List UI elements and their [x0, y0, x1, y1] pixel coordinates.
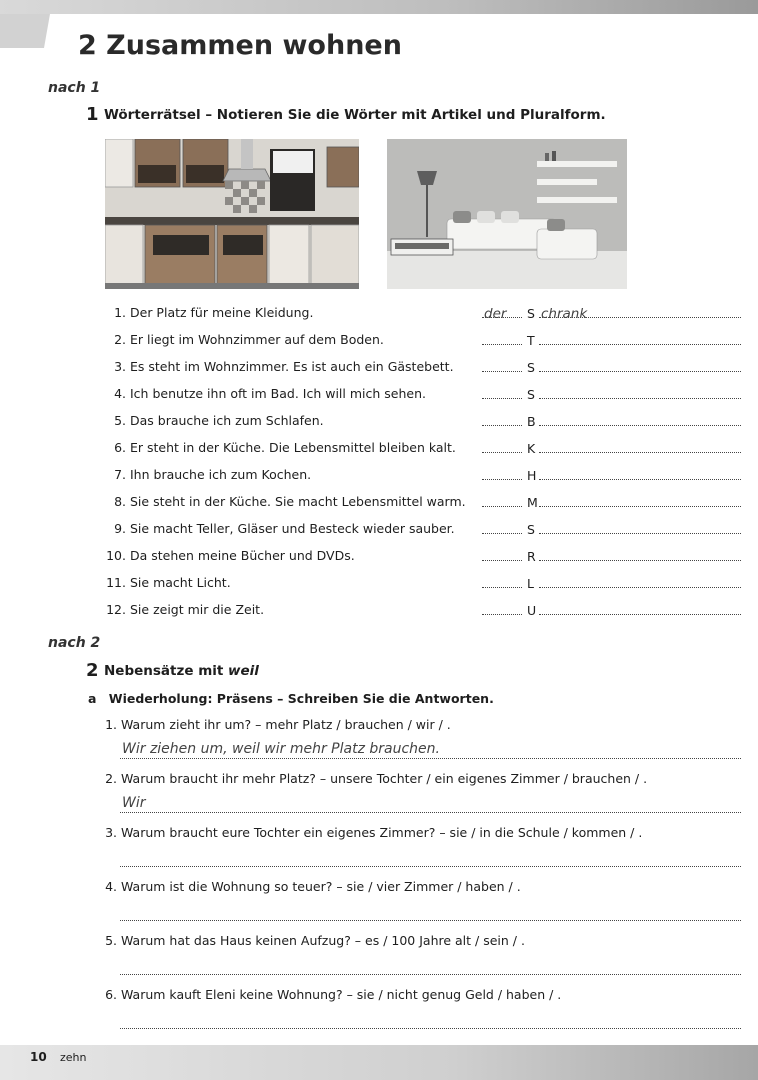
question-number: 4.	[105, 879, 117, 894]
item-clue: Sie macht Teller, Gläser und Besteck wieder sauber.	[130, 521, 455, 536]
start-letter: R	[527, 549, 536, 564]
item-number: 11.	[106, 575, 126, 590]
question-number: 6.	[105, 987, 117, 1002]
question-text: Warum zieht ihr um? – mehr Platz / brauchen / wir / .	[121, 717, 451, 732]
item-number: 8.	[114, 494, 126, 509]
living-room-photo	[387, 139, 627, 289]
chapter-tab	[0, 14, 50, 48]
footer-band	[0, 1045, 758, 1080]
answer-field[interactable]	[120, 958, 741, 975]
exercise-1-number: 1	[86, 104, 99, 125]
exercise-2-title	[104, 663, 259, 679]
item-clue: Er liegt im Wohnzimmer auf dem Boden.	[130, 332, 384, 347]
list-item	[100, 602, 264, 617]
page-word: zehn	[60, 1051, 87, 1064]
question-text: Warum braucht ihr mehr Platz? – unsere Tochter / ein eigenes Zimmer / brauchen / .	[121, 771, 648, 786]
question-item	[100, 717, 451, 732]
answer-field[interactable]	[120, 904, 741, 921]
start-letter: K	[527, 441, 536, 456]
list-item	[100, 467, 311, 482]
item-clue: Sie steht in der Küche. Sie macht Lebensmittel warm.	[130, 494, 466, 509]
word-field[interactable]	[539, 573, 741, 588]
answer-field[interactable]	[120, 850, 741, 867]
start-letter: M	[527, 495, 538, 510]
item-number: 2.	[114, 332, 126, 347]
subexercise-title: Wiederholung: Präsens – Schreiben Sie die Antworten.	[108, 691, 494, 706]
list-item	[100, 494, 466, 509]
item-number: 10.	[106, 548, 126, 563]
subexercise-letter: a	[88, 691, 97, 706]
question-text: Warum ist die Wohnung so teuer? – sie / vier Zimmer / haben / .	[121, 879, 521, 894]
question-number: 3.	[105, 825, 117, 840]
start-letter: U	[527, 603, 537, 618]
article-field[interactable]	[482, 411, 522, 426]
question-text: Warum hat das Haus keinen Aufzug? – es / 100 Jahre alt / sein / .	[121, 933, 525, 948]
item-clue: Es steht im Wohnzimmer. Es ist auch ein Gästebett.	[130, 359, 454, 374]
article-field[interactable]	[482, 546, 522, 561]
item-clue: Das brauche ich zum Schlafen.	[130, 413, 324, 428]
list-item	[100, 440, 456, 455]
exercise-2-title-emphasis: weil	[228, 663, 259, 679]
word-field[interactable]	[539, 546, 741, 561]
article-field[interactable]	[482, 465, 522, 480]
question-text: Warum braucht eure Tochter ein eigenes Zimmer? – sie / in die Schule / kommen / .	[121, 825, 643, 840]
article-field[interactable]	[482, 384, 522, 399]
word-field[interactable]	[539, 438, 741, 453]
item-number: 3.	[114, 359, 126, 374]
start-letter: S	[527, 522, 535, 537]
answer-text: Wir	[122, 795, 146, 811]
word-field[interactable]	[539, 330, 741, 345]
article-field[interactable]	[482, 330, 522, 345]
question-item	[100, 771, 647, 786]
item-clue: Der Platz für meine Kleidung.	[130, 305, 314, 320]
article-field[interactable]	[482, 573, 522, 588]
exercise-1-title: Wörterrätsel – Notieren Sie die Wörter mit Artikel und Pluralform.	[104, 107, 606, 123]
article-field[interactable]	[482, 600, 522, 615]
article-field[interactable]	[482, 303, 522, 322]
start-letter: T	[527, 333, 535, 348]
article-value: der	[484, 306, 507, 322]
item-clue: Er steht in der Küche. Die Lebensmittel bleiben kalt.	[130, 440, 456, 455]
list-item	[100, 386, 426, 401]
question-number: 2.	[105, 771, 117, 786]
item-clue: Ich benutze ihn oft im Bad. Ich will mich sehen.	[130, 386, 426, 401]
item-clue: Ihn brauche ich zum Kochen.	[130, 467, 312, 482]
question-number: 1.	[105, 717, 117, 732]
exercise-2-number: 2	[86, 660, 99, 681]
start-letter: S	[527, 387, 535, 402]
item-number: 5.	[114, 413, 126, 428]
item-number: 9.	[114, 521, 126, 536]
word-value: chrank	[541, 306, 588, 322]
word-field[interactable]	[539, 384, 741, 399]
question-item	[100, 825, 642, 840]
word-field[interactable]	[539, 465, 741, 480]
article-field[interactable]	[482, 492, 522, 507]
answer-field[interactable]	[120, 796, 741, 813]
top-band	[0, 0, 758, 14]
article-field[interactable]	[482, 438, 522, 453]
start-letter: S	[527, 306, 535, 321]
word-field[interactable]	[539, 600, 741, 615]
item-clue: Sie macht Licht.	[130, 575, 231, 590]
question-item	[100, 879, 521, 894]
start-letter: S	[527, 360, 535, 375]
item-number: 12.	[106, 602, 126, 617]
list-item	[100, 575, 231, 590]
kitchen-photo	[105, 139, 359, 289]
word-field[interactable]	[539, 303, 741, 322]
question-number: 5.	[105, 933, 117, 948]
list-item	[100, 305, 313, 320]
start-letter: H	[527, 468, 537, 483]
word-field[interactable]	[539, 411, 741, 426]
word-field[interactable]	[539, 519, 741, 534]
exercise-2-title-main: Nebensätze mit	[104, 663, 229, 679]
subexercise-a	[88, 691, 494, 706]
nach-1-label: nach 1	[48, 80, 101, 96]
answer-field[interactable]	[120, 1012, 741, 1029]
question-item	[100, 987, 561, 1002]
list-item	[100, 413, 324, 428]
question-item	[100, 933, 525, 948]
start-letter: B	[527, 414, 536, 429]
nach-2-label: nach 2	[48, 635, 101, 651]
chapter-title: 2 Zusammen wohnen	[78, 30, 402, 61]
item-number: 7.	[114, 467, 126, 482]
list-item	[100, 359, 454, 374]
item-number: 1.	[114, 305, 126, 320]
item-clue: Sie zeigt mir die Zeit.	[130, 602, 265, 617]
question-text: Warum kauft Eleni keine Wohnung? – sie / nicht genug Geld / haben / .	[121, 987, 562, 1002]
word-field[interactable]	[539, 492, 741, 507]
page-number: 10	[30, 1050, 47, 1064]
item-number: 6.	[114, 440, 126, 455]
item-number: 4.	[114, 386, 126, 401]
list-item	[100, 521, 455, 536]
word-field[interactable]	[539, 357, 741, 372]
article-field[interactable]	[482, 519, 522, 534]
list-item	[100, 332, 384, 347]
item-clue: Da stehen meine Bücher und DVDs.	[130, 548, 355, 563]
answer-text: Wir ziehen um, weil wir mehr Platz brauchen.	[122, 741, 440, 757]
list-item	[100, 548, 355, 563]
article-field[interactable]	[482, 357, 522, 372]
start-letter: L	[527, 576, 534, 591]
